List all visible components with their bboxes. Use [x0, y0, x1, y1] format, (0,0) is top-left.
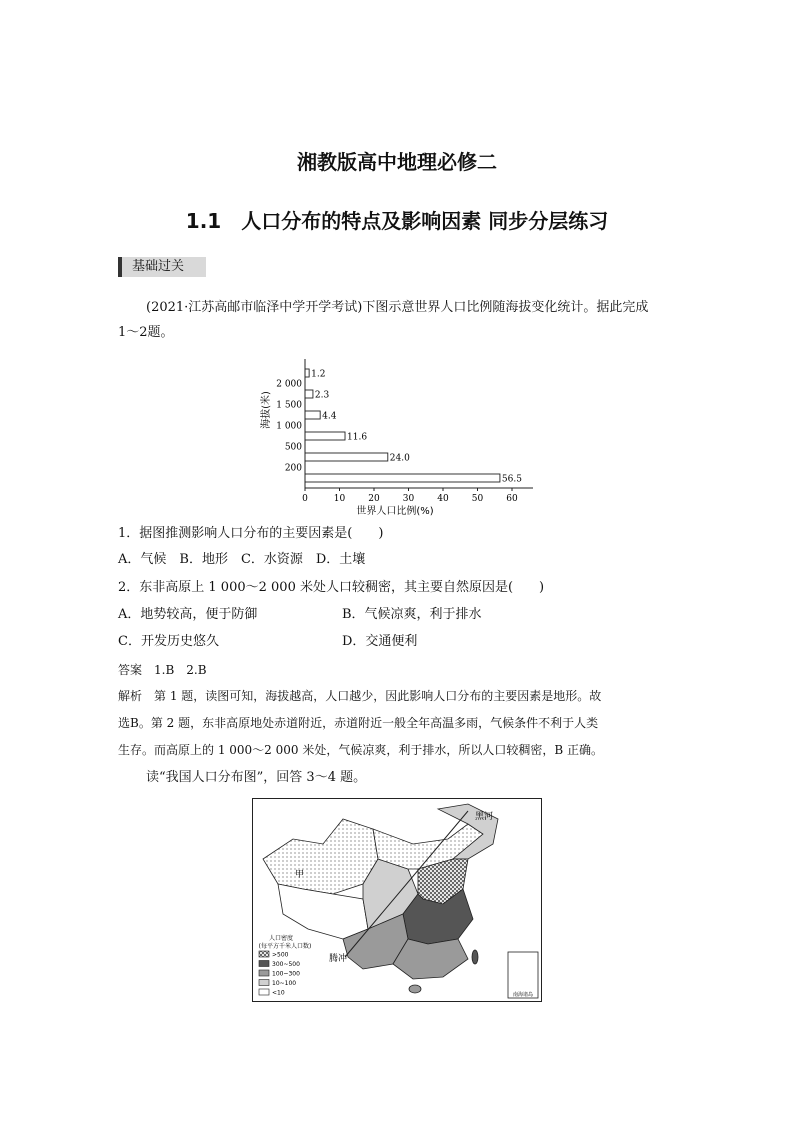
lesson-subtitle: 1.1 人口分布的特点及影响因素 同步分层练习: [185, 209, 609, 233]
page-title: 湘教版高中地理必修二: [297, 150, 497, 174]
legend-title: 人口密度: [268, 935, 294, 942]
q2-option-b: B．气候凉爽，利于排水: [342, 607, 482, 622]
legend-label: 300~500: [272, 961, 300, 968]
bar-value-label: 4.4: [322, 411, 337, 422]
map-region-taiwan: [472, 950, 478, 964]
intro-2: 读“我国人口分布图”，回答 3～4 题。: [146, 770, 367, 785]
inset-label: 南海诸岛: [512, 992, 534, 998]
map-region-south: [393, 939, 468, 979]
x-axis-label: 世界人口比例(%): [356, 506, 434, 517]
bar: [305, 453, 388, 461]
y-tick-label: 2 000: [276, 379, 302, 390]
intro-line-1: (2021·江苏高邮市临泽中学开学考试)下图示意世界人口比例随海拔变化统计。据此完成: [146, 300, 649, 315]
analysis-line-2: 选B。第 2 题，东非高原地处赤道附近，赤道附近一般全年高温多雨，气候条件不利于人类: [118, 716, 599, 730]
map-region-tibet: [278, 884, 368, 939]
q1-stem: 1．据图推测影响人口分布的主要因素是( ): [118, 526, 384, 541]
q2-stem: 2．东非高原上 1 000～2 000 米处人口较稠密，其主要自然原因是( ): [118, 580, 545, 595]
map-drawing: [253, 799, 541, 1001]
legend-label: >500: [272, 951, 289, 959]
x-tick-label: 40: [437, 494, 449, 504]
y-tick-label: 1 500: [276, 400, 302, 411]
label-jia: 甲: [295, 870, 305, 880]
legend-swatch: [259, 980, 269, 986]
legend-swatch: [259, 961, 269, 967]
bar: [305, 390, 313, 398]
china-population-map: [252, 798, 542, 1002]
x-tick-label: 30: [402, 494, 415, 504]
bar-value-label: 11.6: [347, 432, 368, 443]
q1-options: A．气候 B．地形 C．水资源 D．土壤: [118, 552, 366, 567]
bar-value-label: 1.2: [311, 369, 326, 380]
map-region-xinjiang: [263, 819, 378, 894]
answer: 答案 1.B 2.B: [118, 663, 207, 677]
q2-option-c: C．开发历史悠久: [118, 634, 219, 649]
bar-value-label: 56.5: [501, 474, 522, 485]
x-tick-label: 60: [506, 494, 518, 504]
bar: [305, 411, 320, 419]
map-legend: [259, 934, 312, 997]
label-tengchong: 腾冲: [329, 954, 348, 964]
x-tick-label: 50: [471, 494, 484, 504]
legend-label: 10~100: [272, 980, 297, 987]
legend-label: 100~300: [272, 970, 300, 978]
legend-swatch: [259, 951, 269, 957]
y-tick-label: 200: [284, 463, 302, 474]
x-tick-label: 0: [302, 494, 308, 504]
legend-label: <10: [272, 989, 285, 997]
analysis-line-1: 解析 第 1 题，读图可知，海拔越高，人口越少，因此影响人口分布的主要因素是地形。故: [118, 689, 602, 703]
bar-value-label: 24.0: [389, 453, 410, 464]
y-tick-label: 500: [284, 442, 302, 453]
x-tick-label: 10: [333, 494, 346, 504]
analysis-line-3: 生存。而高原上的 1 000～2 000 米处，气候凉爽，利于排水，所以人口较稠密，B 正确。: [118, 743, 603, 757]
x-tick-label: 20: [368, 494, 380, 504]
bar-value-label: 2.3: [314, 390, 330, 401]
bar: [305, 432, 345, 440]
altitude-population-chart: [255, 355, 545, 517]
label-heihe: 黑河: [475, 812, 494, 822]
legend-swatch: [259, 970, 269, 976]
intro-line-2: 1～2题。: [118, 325, 174, 340]
bar: [305, 474, 500, 482]
section-label: 基础过关: [118, 257, 206, 277]
legend-swatch: [259, 989, 269, 995]
bar: [305, 369, 309, 377]
q2-option-d: D．交通便利: [342, 634, 418, 649]
y-axis-label: 海拔(米): [261, 391, 272, 429]
map-region-hainan: [409, 985, 421, 993]
q2-option-a: A．地势较高，便于防御: [118, 607, 258, 622]
y-tick-label: 1 000: [276, 421, 302, 432]
legend-unit: (每平方千米人口数): [258, 943, 312, 950]
